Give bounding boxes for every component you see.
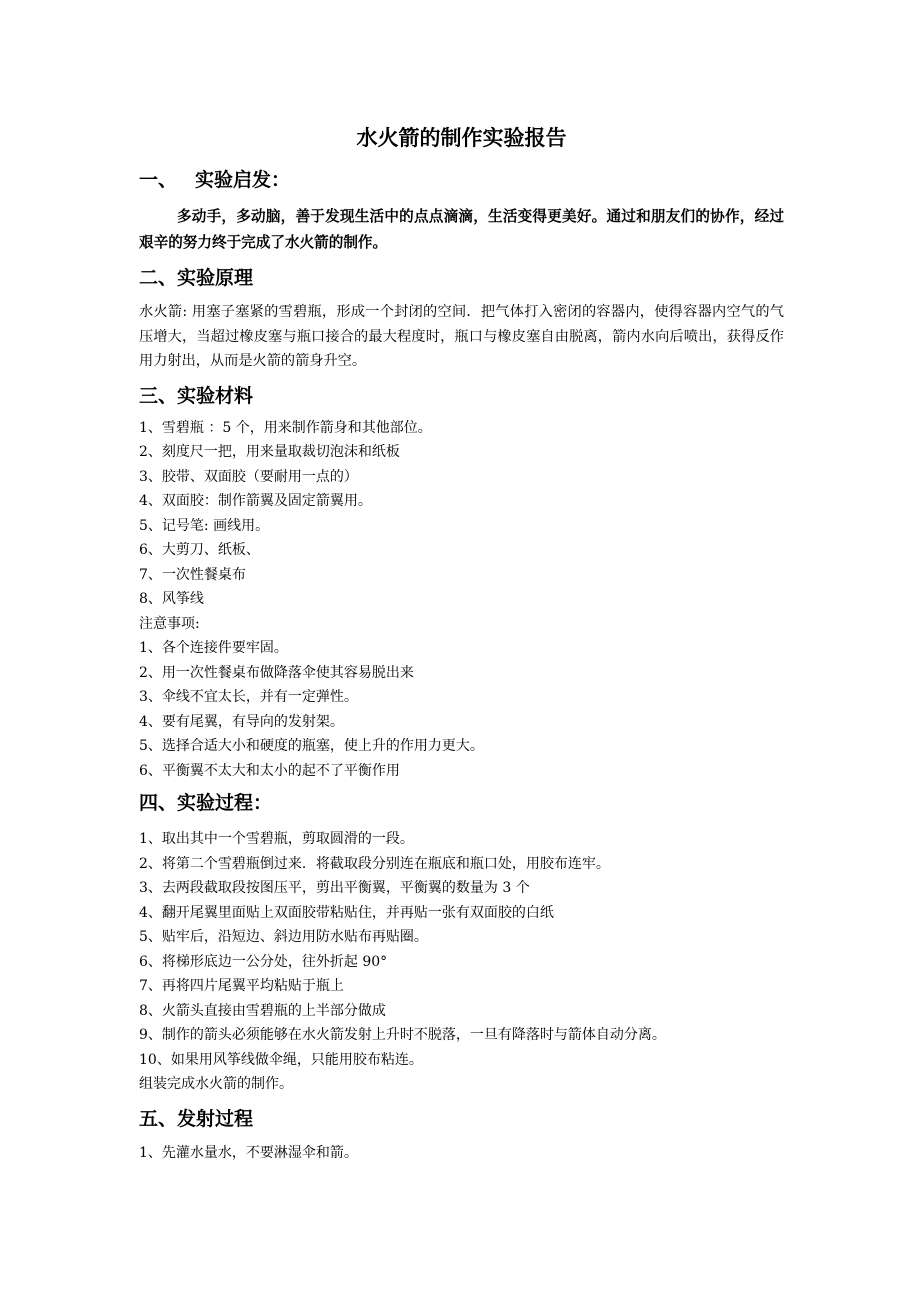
- list-item: 3、伞线不宜太长，并有一定弹性。: [139, 689, 358, 705]
- section-heading-1: [139, 164, 784, 196]
- section-heading-text: 实验原理: [177, 267, 254, 289]
- process-list: [139, 827, 784, 1097]
- list-item: 8、风筝线: [139, 591, 204, 607]
- list-item: 8、火箭头直接由雪碧瓶的上半部分做成: [139, 1002, 386, 1019]
- list-item: 1、先灌水量水，不要淋湿伞和箭。: [139, 1144, 358, 1161]
- section-number: 一、: [139, 169, 178, 191]
- list-item: 5、记号笔: 画线用。: [139, 517, 270, 534]
- list-item: 1、取出其中一个雪碧瓶，剪取圆滑的一段。: [139, 831, 414, 847]
- list-item: 4、双面胶：制作箭翼及固定箭翼用。: [139, 493, 372, 509]
- document-content: [139, 120, 784, 1165]
- list-item: 6、将梯形底边一公分处，往外折起 90°: [139, 953, 388, 970]
- list-item: 7、一次性餐桌布: [139, 566, 246, 583]
- section-number: 二、: [139, 267, 178, 289]
- list-item: 3、胶带、双面胶（要耐用一点的）: [139, 468, 358, 485]
- closing-line: 组装完成水火箭的制作。: [139, 1076, 293, 1092]
- section-paragraph: 水火箭: 用塞子塞紧的雪碧瓶，形成一个封闭的空间．把气体打入密闭的容器内，使得容器内空气的气压增大，当超过橡皮塞与瓶口接合的最大程度时，瓶口与橡皮塞自由脱离，箭内水向后喷出，获得反作用力射出，从而是火箭的箭身升空。: [139, 304, 784, 369]
- section-heading-2: [139, 262, 784, 294]
- list-item: 1、各个连接件要牢固。: [139, 640, 288, 656]
- section-heading-text: 实验材料: [177, 384, 254, 407]
- list-item: 2、用一次性餐桌布做降落伞使其容易脱出来: [139, 664, 414, 681]
- section-number: 四、: [139, 792, 178, 814]
- page-title: 水火箭的制作实验报告: [356, 126, 567, 150]
- list-item: 2、刻度尺一把，用来量取裁切泡沫和纸板: [139, 444, 400, 460]
- list-item: 4、翻开尾翼里面贴上双面胶带粘贴住，并再贴一张有双面胶的白纸: [139, 904, 554, 921]
- section-heading-4: [139, 787, 784, 819]
- section-number: 三、: [139, 384, 178, 407]
- list-item: 7、再将四片尾翼平均粘贴于瓶上: [139, 978, 344, 994]
- section-heading-text: 实验过程：: [177, 792, 273, 814]
- list-item: 5、选择合适大小和硬度的瓶塞，使上升的作用力更大。: [139, 738, 484, 754]
- section-heading-5: [139, 1103, 784, 1135]
- section-heading-3: [139, 380, 784, 412]
- section-heading-text: 发射过程: [177, 1107, 254, 1130]
- list-item: 5、贴牢后，沿短边、斜边用防水贴布再贴圈。: [139, 929, 428, 945]
- list-item: 2、将第二个雪碧瓶倒过来．将截取段分别连在瓶底和瓶口处，用胶布连牢。: [139, 855, 610, 872]
- list-item: 3、去两段截取段按图压平，剪出平衡翼，平衡翼的数量为 3 个: [139, 880, 530, 896]
- materials-list: [139, 416, 784, 784]
- list-item: 9、制作的箭头必须能够在水火箭发射上升时不脱落，一旦有降落时与箭体自动分离。: [139, 1027, 666, 1043]
- list-item: 6、平衡翼不太大和太小的起不了平衡作用: [139, 762, 400, 779]
- list-item: 1、雪碧瓶 ：5 个，用来制作箭身和其他部位。: [139, 419, 432, 436]
- list-item: 6、大剪刀、纸板、: [139, 542, 260, 558]
- launch-list: [139, 1141, 784, 1166]
- section-number: 五、: [139, 1107, 178, 1130]
- section-paragraph: 多动手，多动脑，善于发现生活中的点点滴滴，生活变得更美好。通过和朋友们的协作，经过艰辛的努力终于完成了水火箭的制作。: [139, 208, 784, 251]
- section-heading-text: 实验启发：: [195, 169, 291, 191]
- list-item: 10、如果用风筝线做伞绳，只能用胶布粘连。: [139, 1051, 423, 1068]
- notes-label: 注意事项:: [139, 615, 200, 632]
- list-item: 4、要有尾翼，有导向的发射架。: [139, 713, 344, 730]
